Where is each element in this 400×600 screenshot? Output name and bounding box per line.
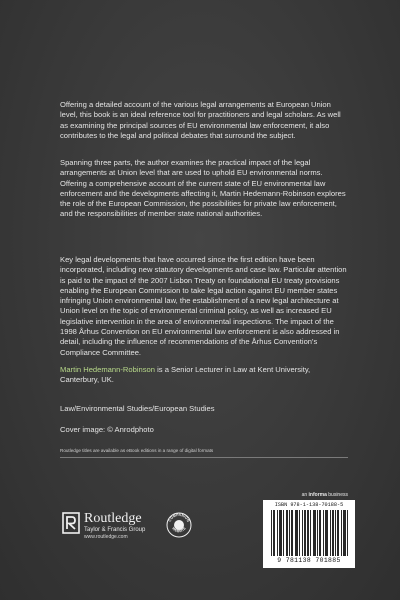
informa-prefix: an bbox=[301, 492, 309, 498]
barcode-bars bbox=[271, 510, 349, 556]
publisher-group: Taylor & Francis Group bbox=[84, 527, 146, 533]
barcode-stripe bbox=[310, 510, 311, 556]
barcode-stripe bbox=[302, 510, 303, 556]
barcode-stripe bbox=[305, 510, 306, 556]
barcode-stripe bbox=[281, 510, 282, 556]
barcode-stripe bbox=[330, 510, 331, 556]
barcode-stripe bbox=[333, 510, 334, 556]
barcode-stripe bbox=[295, 510, 296, 556]
barcode-stripe bbox=[327, 510, 328, 556]
subject-categories: Law/Environmental Studies/European Studies bbox=[60, 404, 215, 413]
barcode-stripe bbox=[344, 510, 345, 556]
publisher-url: www.routledge.com bbox=[84, 534, 128, 540]
informa-word: informa bbox=[308, 492, 327, 498]
barcode-stripe bbox=[283, 510, 284, 556]
barcode-stripe bbox=[315, 510, 316, 556]
barcode-stripe bbox=[279, 510, 280, 556]
divider bbox=[60, 457, 348, 458]
description-paragraph-3: Key legal developments that have occurred since the first edition have been incorporated, including new statutory developments and case law. Particular attention is paid to the impact of the 2007 Lisbon Treaty on foundational EU treaty provisions enabling the European Commission to take legal action against EU member states infringing Union environmental law, the establishment of a new legal architecture at Union level on the topic of environmental criminal policy, as well as increased EU legislative intervention in the area of environmental inspections. The impact of the 1998 Århus Convention on EU environmental law enforcement is also addressed in detail, including the influence of recommendations of the Århus Convention's Compliance Committee. bbox=[60, 255, 347, 357]
barcode-stripe bbox=[287, 510, 288, 556]
barcode-stripe bbox=[299, 510, 300, 556]
barcode-digits: 9 781138 701885 bbox=[277, 557, 341, 564]
cover-image-credit: Cover image: © Anrodphoto bbox=[60, 425, 154, 434]
barcode-stripe bbox=[296, 510, 297, 556]
routledge-logo-icon bbox=[62, 512, 80, 534]
companion-website-icon bbox=[166, 512, 192, 538]
barcode-stripe bbox=[325, 510, 326, 556]
barcode-stripe bbox=[341, 510, 342, 556]
barcode-stripe bbox=[308, 510, 309, 556]
barcode-stripe bbox=[286, 510, 287, 556]
barcode-stripe bbox=[273, 510, 274, 556]
barcode-stripe bbox=[313, 510, 314, 556]
companion-top-text: COMPANION bbox=[167, 512, 191, 523]
barcode-stripe bbox=[345, 510, 346, 556]
barcode-stripe bbox=[280, 510, 281, 556]
description-paragraph-1: Offering a detailed account of the various legal arrangements at European Union level, this book is an ideal reference tool for practitioners and legal scholars. As well as examining the principal sources of EU environmental law enforcement, it also contributes to the legal and political debates that surround the subject. bbox=[60, 100, 341, 140]
barcode-stripe bbox=[320, 510, 321, 556]
author-bio-text: is a Senior Lecturer in Law at Kent University, Canterbury, UK. bbox=[60, 365, 311, 385]
author-bio bbox=[60, 365, 348, 386]
barcode-stripe bbox=[317, 510, 318, 556]
barcode-stripe bbox=[314, 510, 315, 556]
informa-business-tag bbox=[302, 492, 348, 498]
barcode-stripe bbox=[292, 510, 293, 556]
barcode-box bbox=[263, 500, 355, 568]
barcode-stripe bbox=[332, 510, 333, 556]
informa-suffix: business bbox=[326, 492, 348, 498]
barcode-stripe bbox=[319, 510, 320, 556]
barcode-stripe bbox=[307, 510, 308, 556]
barcode-stripe bbox=[335, 510, 336, 556]
barcode-stripe bbox=[297, 510, 298, 556]
barcode-stripe bbox=[291, 510, 292, 556]
barcode-stripe bbox=[343, 510, 344, 556]
barcode-stripe bbox=[304, 510, 305, 556]
description-paragraph-2: Spanning three parts, the author examines the practical impact of the legal arrangements at Union level that are used to uphold EU environmental norms. Offering a comprehensive account of the current state of EU environmental law enforcement and the developments affecting it, Martin Hedemann-Robinson explores the role of the European Commission, the possibilities for private law enforcement, and the responsibilities of member state national authorities. bbox=[60, 158, 346, 219]
barcode-stripe bbox=[323, 510, 324, 556]
barcode-stripe bbox=[289, 510, 290, 556]
barcode-stripe bbox=[338, 510, 339, 556]
barcode-stripe bbox=[337, 510, 338, 556]
publisher-brand bbox=[84, 511, 145, 541]
isbn-label: ISBN 978-1-138-70188-5 bbox=[274, 502, 344, 508]
barcode-stripe bbox=[271, 510, 272, 556]
companion-bottom-text: WEBSITE bbox=[171, 526, 187, 534]
barcode-stripe bbox=[326, 510, 327, 556]
ebook-note: Routledge titles are available as eBook editions in a range of digital formats bbox=[60, 448, 214, 453]
barcode-stripe bbox=[347, 510, 348, 556]
barcode-stripe bbox=[277, 510, 278, 556]
barcode-stripe bbox=[274, 510, 275, 556]
publisher-name: Routledge bbox=[84, 511, 142, 526]
author-name: Martin Hedemann-Robinson bbox=[60, 365, 155, 374]
